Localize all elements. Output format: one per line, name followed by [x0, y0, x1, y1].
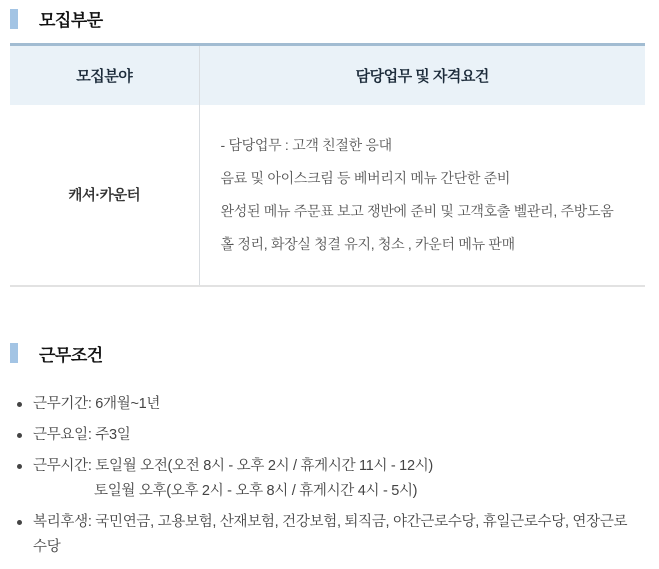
list-item-benefits: [10, 510, 635, 560]
bullet-dot: [17, 433, 22, 438]
conditions-list: [10, 392, 635, 560]
section-recruitment: [0, 6, 659, 287]
recruitment-table: [10, 43, 645, 287]
table-row: [10, 105, 645, 286]
list-item-work-days: [10, 423, 635, 448]
bullet-dot: [17, 520, 22, 525]
bullet-dot: [17, 464, 22, 469]
conditions-section-header: [10, 341, 659, 366]
section-marker-bar: [10, 343, 18, 363]
section-conditions: [0, 341, 659, 560]
duty-line: - 담당업무 : 고객 친절한 응대: [220, 136, 392, 153]
benefits-text: 복리후생: 국민연금, 고용보험, 산재보험, 건강보험, 퇴직금, 야간근로수당, 휴일근로수당, 연장근로수당: [33, 513, 628, 555]
list-item-work-period: [10, 392, 635, 417]
cell-recruit-field: 캐셔·카운터: [10, 105, 199, 286]
recruitment-section-title: 모집부문: [39, 11, 103, 30]
header-cell-field: 모집분야: [10, 45, 199, 105]
header-cell-duties: 담당업무 및 자격요건: [199, 45, 645, 105]
conditions-section-title: 근무조건: [39, 345, 103, 365]
work-period-text: 근무기간: 6개월~1년: [33, 395, 161, 412]
cell-recruit-duties: [199, 105, 645, 286]
duty-line: 홀 정리, 화장실 청결 유지, 청소 , 카운터 메뉴 판매: [220, 235, 515, 252]
work-days-text: 근무요일: 주3일: [33, 426, 131, 443]
work-hours-text: 근무시간: 토일월 오전(오전 8시 - 오후 2시 / 휴게시간 11시 - 12시): [33, 457, 433, 474]
duty-line: 음료 및 아이스크림 등 베버리지 메뉴 간단한 준비: [220, 169, 511, 186]
list-item-work-hours: [10, 454, 635, 504]
recruitment-section-header: [10, 6, 659, 31]
table-header-row: [10, 45, 645, 105]
work-hours-text-line2: 토일월 오후(오후 2시 - 오후 8시 / 휴게시간 4시 - 5시): [94, 482, 418, 499]
bullet-dot: [17, 402, 22, 407]
section-marker-bar: [10, 9, 18, 29]
duty-line: 완성된 메뉴 주문표 보고 쟁반에 준비 및 고객호출 벨관리, 주방도움: [220, 202, 614, 219]
